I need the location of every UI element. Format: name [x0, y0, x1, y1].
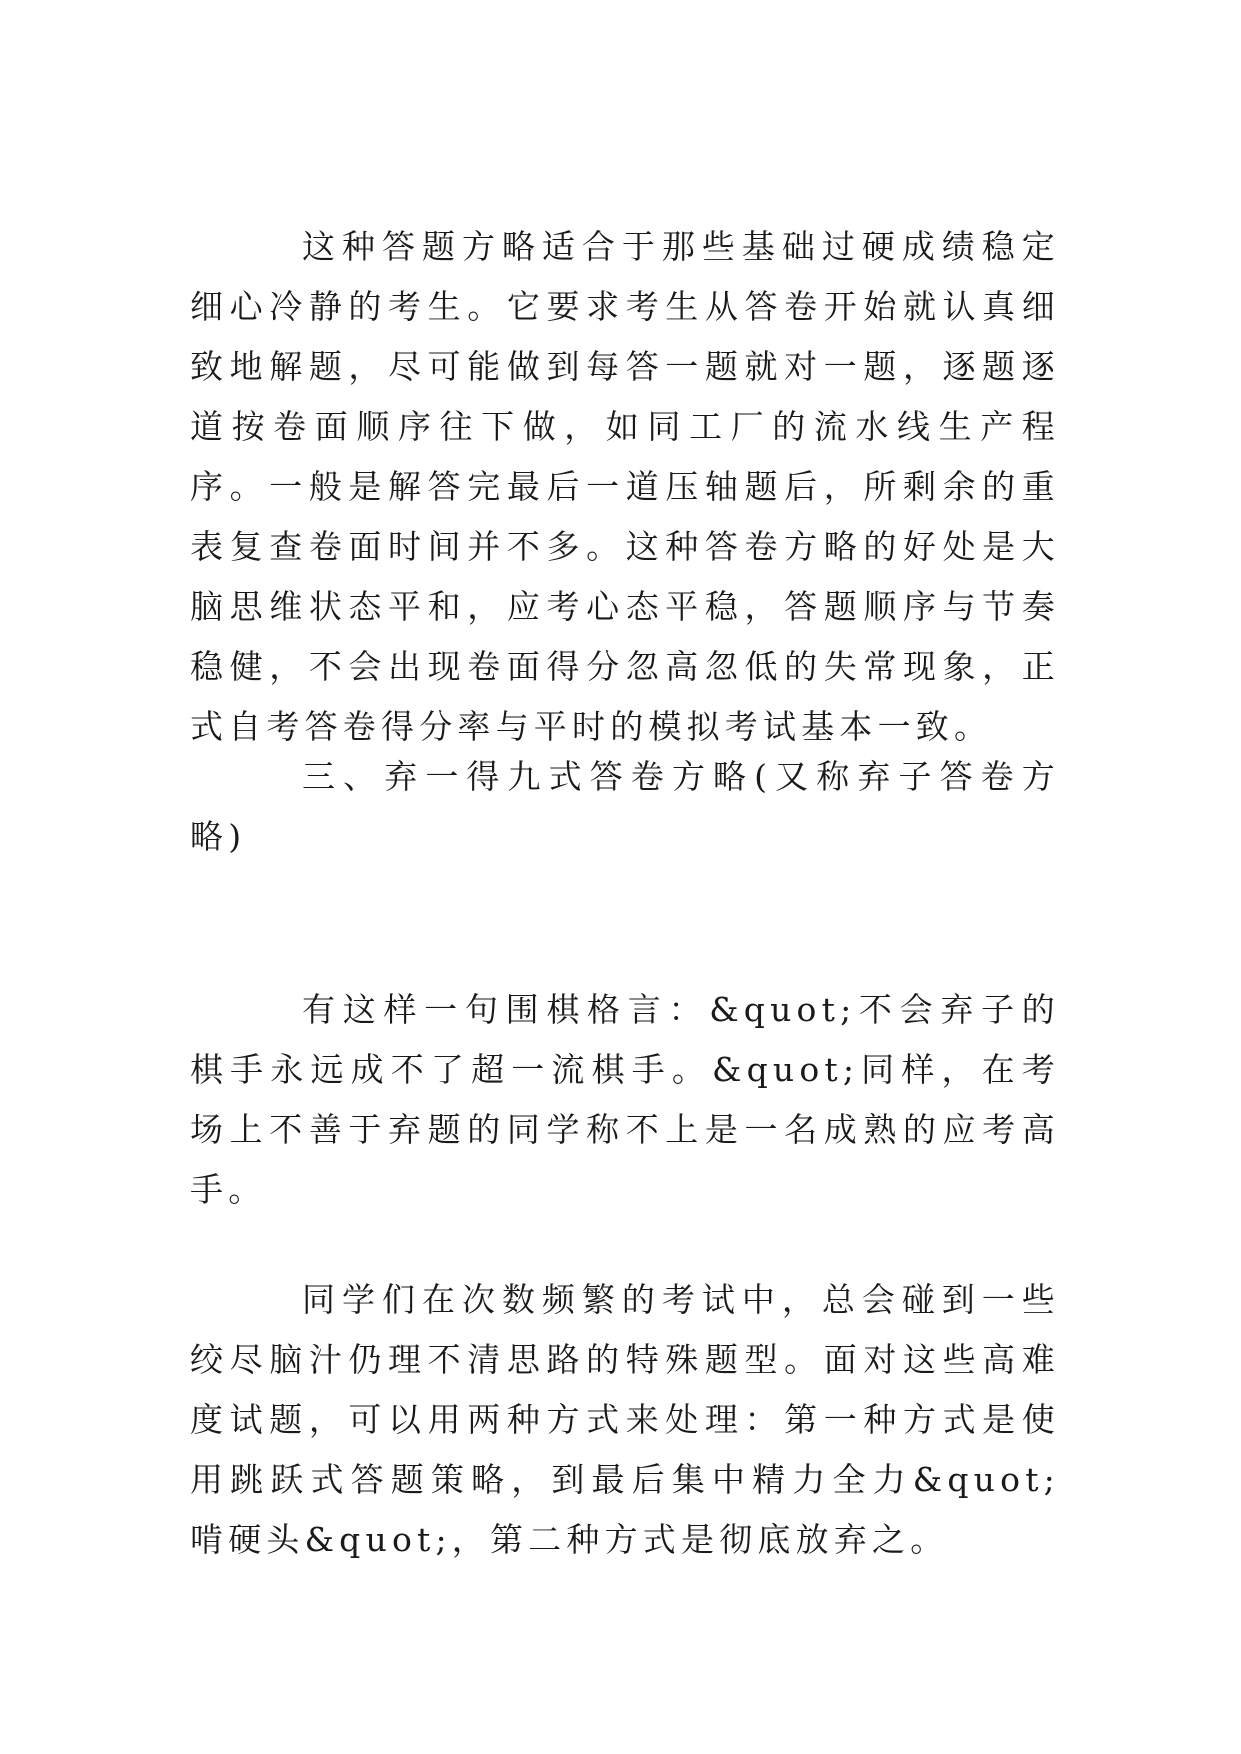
paragraph-difficult-questions: 同学们在次数频繁的考试中，总会碰到一些绞尽脑汁仍理不清思路的特殊题型。面对这些高难度试题，可以用两种方式来处理：第一种方式是使用跳跃式答题策略，到最后集中精力全力&quot;啃硬头&quot;，第二种方式是彻底放弃之。	[190, 1280, 1060, 1559]
paragraph-strategy-description: 这种答题方略适合于那些基础过硬成绩稳定细心冷静的考生。它要求考生从答卷开始就认真细致地解题，尽可能做到每答一题就对一题，逐题逐道按卷面顺序往下做，如同工厂的流水线生产程序。一般是解答完最后一道压轴题后，所剩余的重表复查卷面时间并不多。这种答卷方略的好处是大脑思维状态平和，应考心态平稳，答题顺序与节奏稳健，不会出现卷面得分忽高忽低的失常现象，正式自考答卷得分率与平时的模拟考试基本一致。	[190, 227, 1060, 746]
section-heading: 三、弃一得九式答卷方略(又称弃子答卷方略)	[190, 757, 1060, 856]
paragraph-go-proverb: 有这样一句围棋格言：&quot;不会弃子的棋手永远成不了超一流棋手。&quot;同样，在考场上不善于弃题的同学称不上是一名成熟的应考高手。	[190, 990, 1060, 1209]
